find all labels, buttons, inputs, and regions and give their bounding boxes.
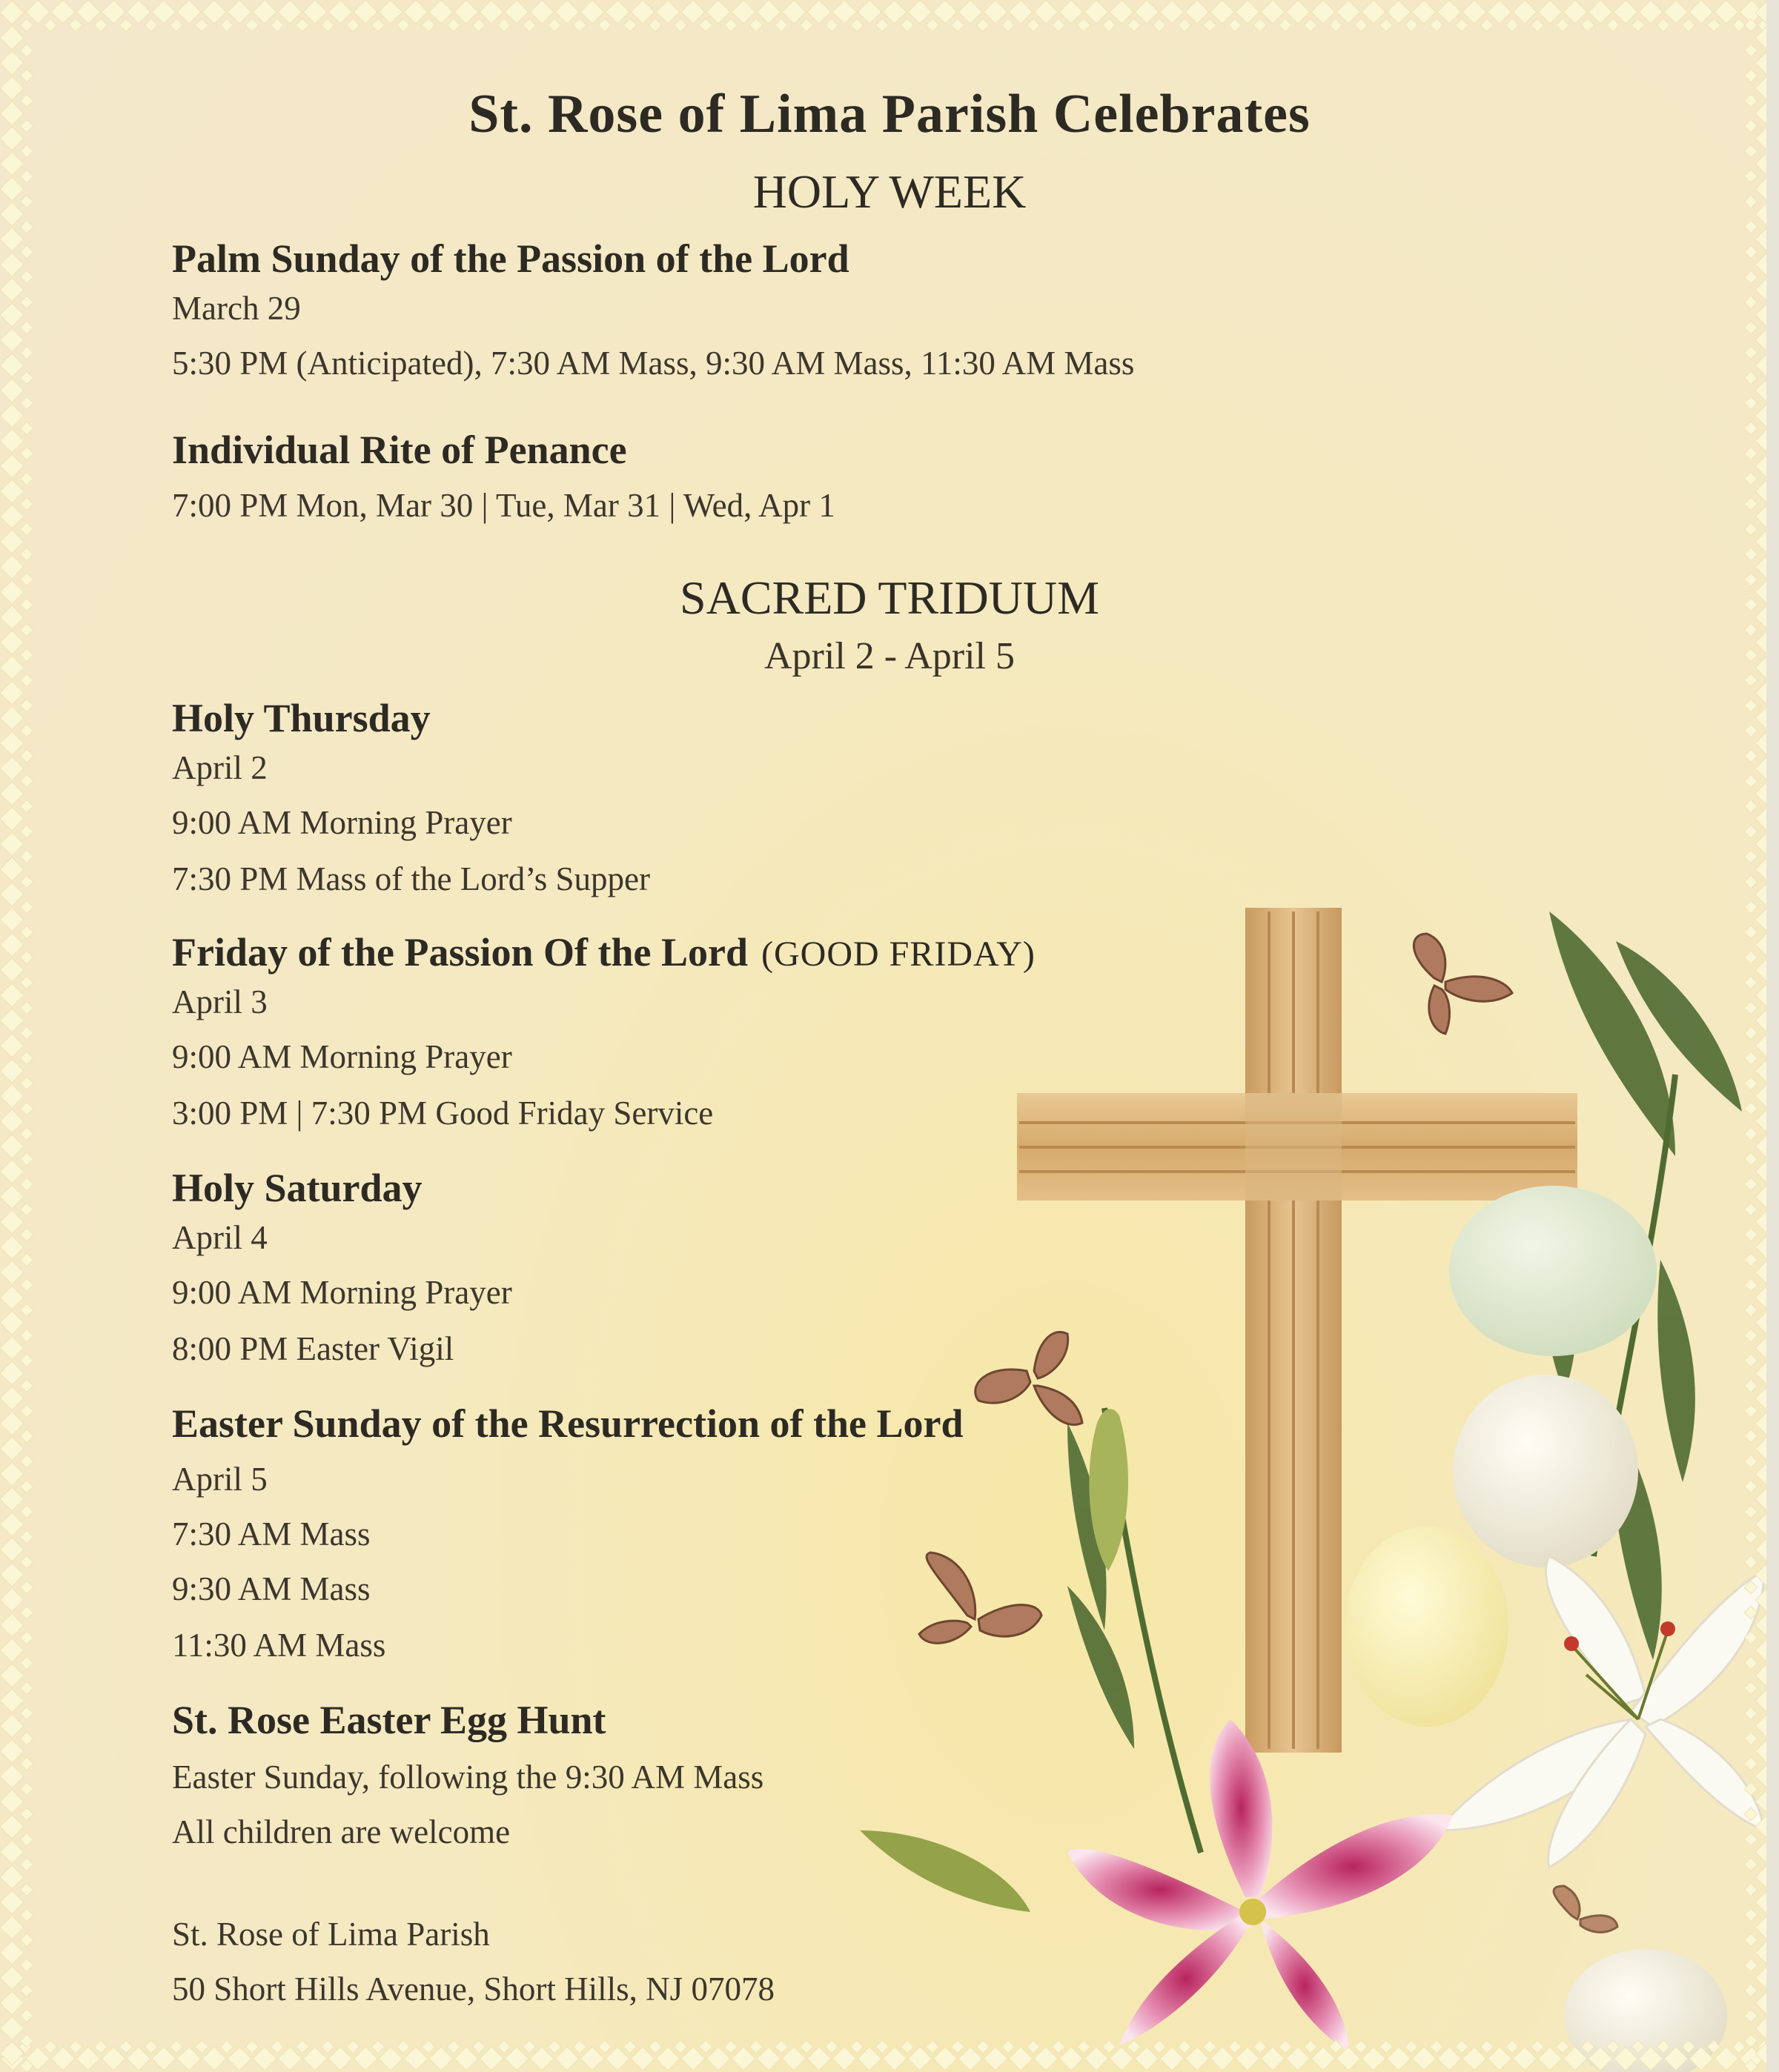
palm-sunday-times: 5:30 PM (Anticipated), 7:30 AM Mass, 9:30 AM Mass, 11:30 AM Mass <box>172 345 1135 382</box>
easter-sunday-heading: Easter Sunday of the Resurrection of the Lord <box>172 1401 964 1446</box>
holy-thursday-heading: Holy Thursday <box>172 696 431 740</box>
easter-sunday-date: April 5 <box>172 1461 268 1498</box>
penance-heading: Individual Rite of Penance <box>172 428 627 472</box>
palm-sunday-heading: Palm Sunday of the Passion of the Lord <box>172 236 849 281</box>
holy-saturday-date: April 4 <box>172 1219 268 1256</box>
good-friday-heading <box>172 929 1036 975</box>
triduum-dates: April 2 - April 5 <box>764 635 1015 677</box>
egg-hunt-line-1: Easter Sunday, following the 9:30 AM Mass <box>172 1759 764 1796</box>
holy-thursday-date: April 2 <box>172 749 268 786</box>
palm-sunday-date: March 29 <box>172 290 301 327</box>
egg-hunt-line-2: All children are welcome <box>172 1813 511 1850</box>
penance-times: 7:00 PM Mon, Mar 30 | Tue, Mar 31 | Wed, Apr 1 <box>172 487 835 524</box>
page-title: St. Rose of Lima Parish Celebrates <box>468 84 1311 145</box>
holy-thursday-line-1: 9:00 AM Morning Prayer <box>172 804 512 841</box>
good-friday-date: April 3 <box>172 983 268 1020</box>
holy-week-heading: HOLY WEEK <box>752 165 1027 218</box>
easter-sunday-line-2: 9:30 AM Mass <box>172 1570 371 1607</box>
good-friday-title: Friday of the Passion Of the Lord <box>172 930 748 974</box>
triduum-heading: SACRED TRIDUUM <box>680 571 1099 624</box>
easter-sunday-line-1: 7:30 AM Mass <box>172 1515 371 1553</box>
footer-address: 50 Short Hills Avenue, Short Hills, NJ 07078 <box>172 1970 775 2008</box>
holy-saturday-line-1: 9:00 AM Morning Prayer <box>172 1274 512 1311</box>
holy-saturday-heading: Holy Saturday <box>172 1166 423 1210</box>
holy-thursday-line-2: 7:30 PM Mass of the Lord’s Supper <box>172 860 650 897</box>
good-friday-paren: (GOOD FRIDAY) <box>761 934 1036 974</box>
good-friday-line-1: 9:00 AM Morning Prayer <box>172 1038 512 1075</box>
easter-sunday-line-3: 11:30 AM Mass <box>172 1627 386 1664</box>
good-friday-line-2: 3:00 PM | 7:30 PM Good Friday Service <box>172 1095 714 1132</box>
footer-parish-name: St. Rose of Lima Parish <box>172 1916 490 1953</box>
holy-saturday-line-2: 8:00 PM Easter Vigil <box>172 1330 454 1367</box>
egg-hunt-heading: St. Rose Easter Egg Hunt <box>172 1698 606 1742</box>
